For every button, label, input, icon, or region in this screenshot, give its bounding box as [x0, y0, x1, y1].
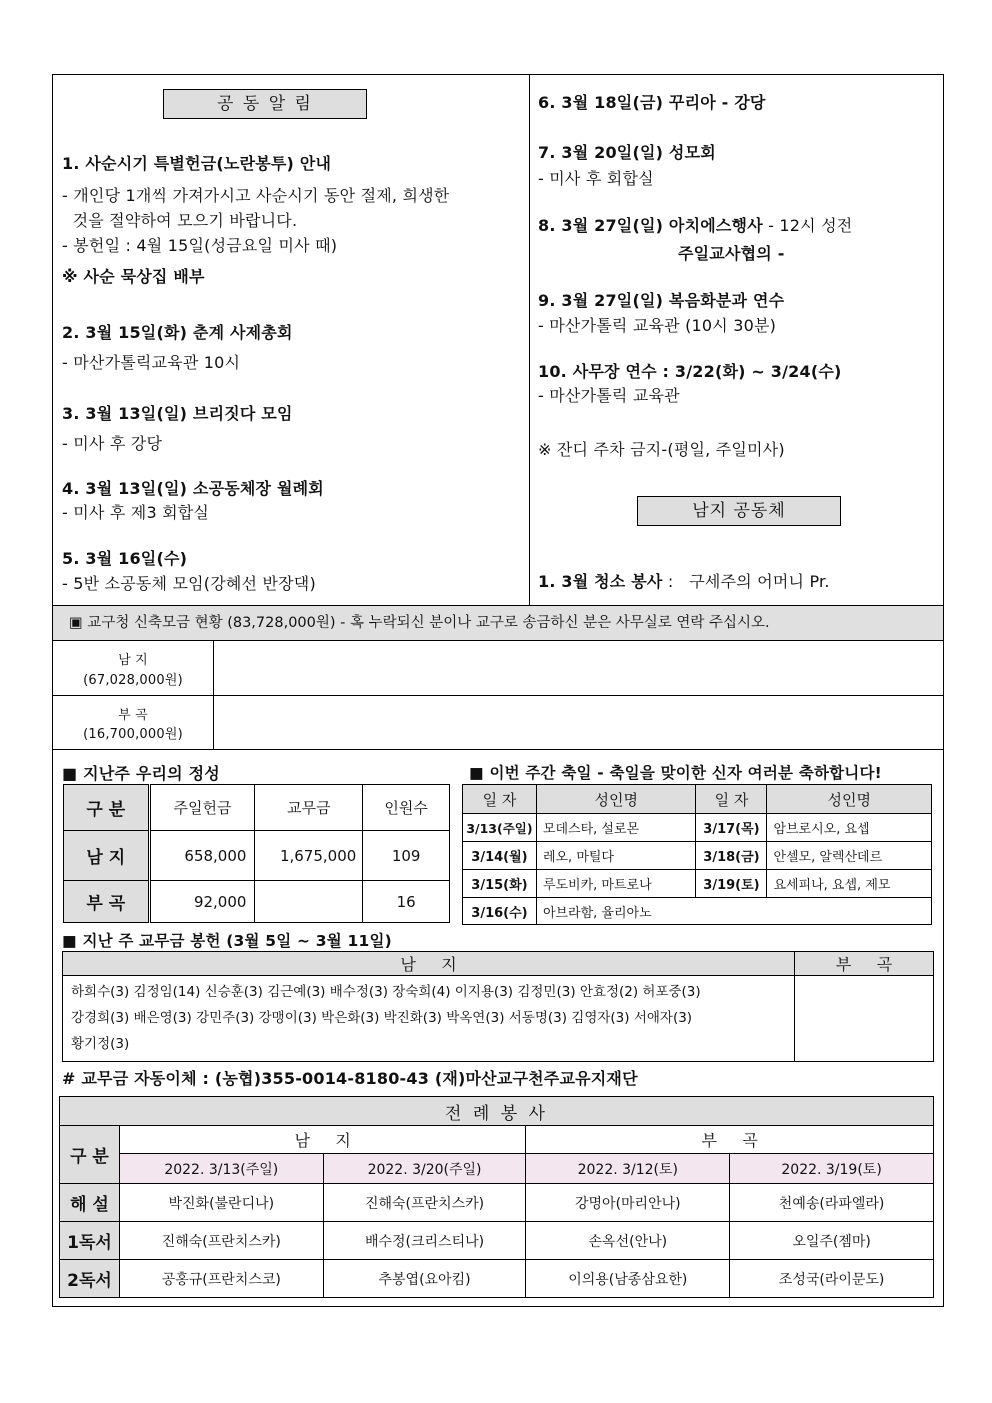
offering-dues-value: 1,675,000 — [255, 831, 363, 881]
item-1-heading: 1. 사순시기 특별헌금(노란봉투) 안내 — [62, 154, 332, 173]
item-8-center: 주일교사협의 - — [678, 244, 785, 263]
liturgy-row — [60, 1260, 934, 1298]
feast-saint: 레오, 마틸다 — [536, 842, 696, 870]
liturgy-date: 2022. 3/13(주일) — [119, 1154, 323, 1184]
item-9-heading: 9. 3월 27일(일) 복음화분과 연수 — [538, 291, 785, 310]
item-8-heading-text: 8. 3월 27일(일) 아치에스행사 — [538, 216, 763, 235]
item-5-heading: 5. 3월 16일(수) — [62, 549, 188, 568]
liturgy-cell: 진해숙(프란치스카) — [323, 1184, 526, 1222]
liturgy-row-label: 2독서 — [60, 1260, 120, 1298]
liturgy-date: 2022. 3/19(토) — [730, 1154, 934, 1184]
namji-community-title: 남지 공동체 — [637, 496, 841, 526]
item-8-heading — [538, 213, 852, 236]
column-divider — [529, 75, 530, 605]
offering-sunday-value: 658,000 — [149, 831, 255, 881]
parking-note: ※ 잔디 주차 금지-(평일, 주일미사) — [538, 440, 785, 459]
liturgy-cell: 공홍규(프란치스코) — [119, 1260, 323, 1298]
item-10-heading: 10. 사무장 연수 : 3/22(화) ~ 3/24(수) — [538, 362, 842, 381]
offering-row-label: 부 곡 — [64, 881, 150, 923]
feast-date: 3/14(월) — [463, 842, 537, 870]
fund-bottom-line — [53, 749, 943, 750]
feast-date: 3/16(수) — [463, 898, 537, 925]
item-3-line: - 미사 후 강당 — [62, 434, 163, 453]
item-1-line: - 개인당 1개씩 가져가시고 사순시기 동안 절제, 희생한 — [62, 186, 450, 205]
cleaning-value: : 구세주의 어머니 Pr. — [662, 572, 830, 591]
liturgy-table — [59, 1096, 934, 1298]
liturgy-title: 전 례 봉 사 — [60, 1097, 934, 1126]
fund-row-divider — [53, 695, 943, 696]
liturgy-cell: 진해숙(프란치스카) — [119, 1222, 323, 1260]
liturgy-row-label: 해 설 — [60, 1184, 120, 1222]
dues-table — [62, 951, 934, 1062]
item-2-line: - 마산가톨릭교육관 10시 — [62, 353, 241, 372]
offering-row-bugok — [64, 881, 450, 923]
dues-header-row — [63, 952, 934, 976]
item-8-heading-suffix: - 12시 성전 — [762, 216, 853, 235]
feast-saint: 루도비카, 마트로나 — [536, 870, 696, 898]
dues-line: 하희수(3) 김정임(14) 신승훈(3) 김근예(3) 배수정(3) 장숙희(4) 이지용(3) 김정민(3) 안효정(2) 허포중(3) — [71, 984, 701, 1000]
liturgy-date-row — [60, 1154, 934, 1184]
offering-header-gubun: 구 분 — [64, 785, 150, 831]
liturgy-cell: 강명아(마리안나) — [526, 1184, 730, 1222]
feast-row — [463, 898, 932, 925]
feast-table — [462, 784, 932, 925]
item-4-line: - 미사 후 제3 회합실 — [62, 503, 210, 522]
liturgy-cell: 손옥선(안나) — [526, 1222, 730, 1260]
offering-count-value: 16 — [363, 881, 450, 923]
liturgy-row — [60, 1222, 934, 1260]
liturgy-cell: 이의용(남종삼요한) — [526, 1260, 730, 1298]
offering-header-sunday: 주일헌금 — [149, 785, 255, 831]
feast-empty — [696, 898, 767, 925]
feast-date: 3/19(토) — [696, 870, 767, 898]
fund-notice: ▣ 교구청 신축모금 현황 (83,728,000원) - 혹 누락되신 분이나 교구로 송금하신 분은 사무실로 연락 주십시오. — [53, 605, 943, 641]
item-7-line: - 미사 후 회합실 — [538, 169, 654, 188]
feast-header-saint: 성인명 — [536, 785, 696, 814]
cleaning-service — [538, 569, 830, 592]
dues-line: 강경희(3) 배은영(3) 강민주(3) 강맹이(3) 박은화(3) 박진화(3) 박옥연(3) 서동명(3) 김영자(3) 서애자(3) — [71, 1010, 693, 1026]
offering-header-count: 인원수 — [363, 785, 450, 831]
item-4-heading: 4. 3월 13일(일) 소공동체장 월례회 — [62, 479, 324, 498]
feast-saint: 암브로시오, 요셉 — [767, 814, 932, 842]
item-7-heading: 7. 3월 20일(일) 성모회 — [538, 143, 716, 162]
dues-line: 황기정(3) — [71, 1036, 130, 1052]
liturgy-cell: 배수정(크리스티나) — [323, 1222, 526, 1260]
item-6-heading: 6. 3월 18일(금) 꾸리아 - 강당 — [538, 93, 766, 112]
feast-date: 3/18(금) — [696, 842, 767, 870]
fund-col-divider — [213, 641, 214, 749]
dues-body-row — [63, 976, 934, 1062]
fund-bugok-amount: (16,700,000원) — [83, 727, 183, 742]
offering-row-label: 남 지 — [64, 831, 150, 881]
cleaning-head: 1. 3월 청소 봉사 — [538, 572, 663, 591]
item-1-line: - 봉헌일 : 4월 15일(성금요일 미사 때) — [62, 236, 338, 255]
feast-saint: 모데스타, 설로몬 — [536, 814, 696, 842]
feast-header-row — [463, 785, 932, 814]
liturgy-cell: 조성국(라이문도) — [730, 1260, 934, 1298]
liturgy-bugok: 부 곡 — [526, 1126, 934, 1154]
feast-empty — [767, 898, 932, 925]
liturgy-cell: 박진화(불란디나) — [119, 1184, 323, 1222]
item-1-line: 것을 절약하여 모으기 바랍니다. — [62, 211, 298, 230]
liturgy-namji: 남 지 — [119, 1126, 526, 1154]
offering-row-namji — [64, 831, 450, 881]
offering-title: ■ 지난주 우리의 정성 — [62, 764, 220, 783]
liturgy-cell: 천예송(라파엘라) — [730, 1184, 934, 1222]
item-10-line: - 마산가톨릭 교육관 — [538, 386, 680, 405]
dues-bugok-list — [795, 976, 934, 1062]
dues-transfer: # 교무금 자동이체 : (농협)355-0014-8180-43 (재)마산교구천주교유지재단 — [62, 1069, 638, 1088]
fund-namji-label: 남 지 — [118, 653, 148, 668]
feast-row — [463, 814, 932, 842]
dues-header-bugok: 부 곡 — [795, 952, 934, 976]
liturgy-date: 2022. 3/20(주일) — [323, 1154, 526, 1184]
feast-header-date: 일 자 — [463, 785, 537, 814]
announcements-title: 공 동 알 림 — [163, 89, 367, 119]
offering-dues-value — [255, 881, 363, 923]
feast-title: ■ 이번 주간 축일 - 축일을 맞이한 신자 여러분 축하합니다! — [469, 764, 882, 782]
item-3-heading: 3. 3월 13일(일) 브리짓다 모임 — [62, 404, 293, 423]
feast-row — [463, 870, 932, 898]
feast-header-date: 일 자 — [696, 785, 767, 814]
fund-bugok-label: 부 곡 — [118, 708, 148, 723]
liturgy-date: 2022. 3/12(토) — [526, 1154, 730, 1184]
liturgy-cell: 추봉엽(요아킴) — [323, 1260, 526, 1298]
offering-table — [63, 784, 450, 923]
feast-date: 3/15(화) — [463, 870, 537, 898]
liturgy-row — [60, 1184, 934, 1222]
liturgy-title-row — [60, 1097, 934, 1126]
item-1-note: ※ 사순 묵상집 배부 — [62, 267, 205, 286]
offering-header-row — [64, 785, 450, 831]
liturgy-group-row — [60, 1126, 934, 1154]
item-9-line: - 마산가톨릭 교육관 (10시 30분) — [538, 316, 777, 335]
feast-saint: 요세피나, 요셉, 제모 — [767, 870, 932, 898]
item-5-line: - 5반 소공동체 모임(강혜선 반장댁) — [62, 574, 316, 593]
dues-header-namji: 남 지 — [63, 952, 795, 976]
offering-sunday-value: 92,000 — [149, 881, 255, 923]
liturgy-gubun: 구 분 — [60, 1126, 120, 1184]
dues-namji-list — [63, 976, 795, 1062]
offering-header-dues: 교무금 — [255, 785, 363, 831]
feast-header-saint: 성인명 — [767, 785, 932, 814]
item-2-heading: 2. 3월 15일(화) 춘계 사제총회 — [62, 323, 293, 342]
feast-saint: 안셀모, 알렉산데르 — [767, 842, 932, 870]
liturgy-row-label: 1독서 — [60, 1222, 120, 1260]
offering-count-value: 109 — [363, 831, 450, 881]
liturgy-cell: 오일주(젬마) — [730, 1222, 934, 1260]
feast-date: 3/17(목) — [696, 814, 767, 842]
feast-date: 3/13(주일) — [463, 814, 537, 842]
dues-title: ■ 지난 주 교무금 봉헌 (3월 5일 ~ 3월 11일) — [62, 932, 392, 950]
feast-row — [463, 842, 932, 870]
feast-saint: 아브라함, 율리아노 — [536, 898, 696, 925]
fund-namji-amount: (67,028,000원) — [83, 673, 183, 688]
